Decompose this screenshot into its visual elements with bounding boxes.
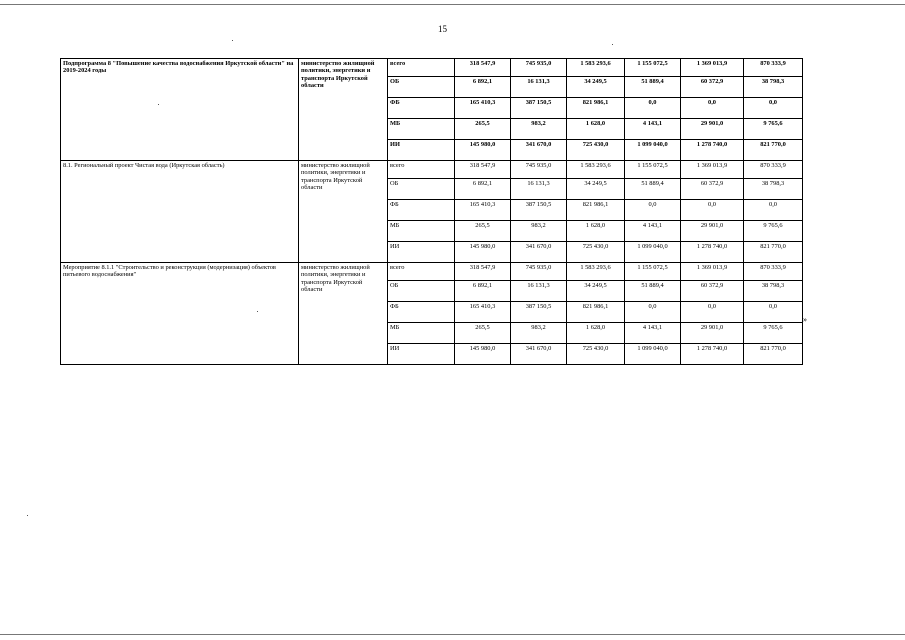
scan-speck: [257, 311, 258, 312]
amount-cell: 1 155 072,5: [625, 263, 681, 281]
amount-cell: 821 986,1: [567, 302, 625, 323]
funding-source: МБ: [388, 323, 455, 344]
amount-cell: 0,0: [625, 302, 681, 323]
amount-cell: 9 765,6: [744, 323, 803, 344]
funding-source: ОБ: [388, 281, 455, 302]
amount-cell: 145 980,0: [455, 242, 511, 263]
amount-cell: 38 798,3: [744, 179, 803, 200]
amount-cell: 38 798,3: [744, 281, 803, 302]
amount-cell: 1 278 740,0: [681, 242, 744, 263]
amount-cell: 1 099 040,0: [625, 140, 681, 161]
amount-cell: 745 935,0: [511, 59, 567, 77]
amount-cell: 29 901,0: [681, 119, 744, 140]
amount-cell: 821 770,0: [744, 344, 803, 365]
amount-cell: 0,0: [625, 98, 681, 119]
amount-cell: 341 670,0: [511, 344, 567, 365]
amount-cell: 0,0: [681, 200, 744, 221]
scan-line-top: [0, 4, 905, 5]
amount-cell: 1 628,0: [567, 119, 625, 140]
amount-cell: 6 892,1: [455, 281, 511, 302]
funding-source: ФБ: [388, 302, 455, 323]
amount-cell: 821 770,0: [744, 242, 803, 263]
amount-cell: 821 986,1: [567, 200, 625, 221]
amount-cell: 745 935,0: [511, 161, 567, 179]
funding-source: всего: [388, 59, 455, 77]
amount-cell: 387 150,5: [511, 302, 567, 323]
amount-cell: 1 155 072,5: [625, 161, 681, 179]
amount-cell: 1 583 293,6: [567, 263, 625, 281]
amount-cell: 51 889,4: [625, 179, 681, 200]
amount-cell: 145 980,0: [455, 140, 511, 161]
funding-source: ОБ: [388, 179, 455, 200]
amount-cell: 4 143,1: [625, 323, 681, 344]
section-title: 8.1. Региональный проект Чистая вода (Иркутская область): [61, 161, 299, 263]
amount-cell: 821 986,1: [567, 98, 625, 119]
amount-cell: 9 765,6: [744, 119, 803, 140]
scan-speck: [232, 40, 233, 41]
amount-cell: 165 410,3: [455, 98, 511, 119]
amount-cell: 265,5: [455, 119, 511, 140]
amount-cell: 165 410,3: [455, 200, 511, 221]
amount-cell: 870 333,9: [744, 161, 803, 179]
amount-cell: 0,0: [744, 302, 803, 323]
amount-cell: 983,2: [511, 119, 567, 140]
amount-cell: 1 278 740,0: [681, 140, 744, 161]
amount-cell: 983,2: [511, 221, 567, 242]
amount-cell: 870 333,9: [744, 263, 803, 281]
amount-cell: 6 892,1: [455, 179, 511, 200]
amount-cell: 34 249,5: [567, 281, 625, 302]
scan-speck: [27, 515, 28, 516]
amount-cell: 821 770,0: [744, 140, 803, 161]
funding-source: ИИ: [388, 344, 455, 365]
responsible-agency: министерство жилищной политики, энергетики и транспорта Иркутской области: [299, 161, 388, 263]
amount-cell: 725 430,0: [567, 140, 625, 161]
amount-cell: 387 150,5: [511, 200, 567, 221]
amount-cell: 1 628,0: [567, 221, 625, 242]
scan-speck: [158, 104, 159, 105]
amount-cell: 165 410,3: [455, 302, 511, 323]
amount-cell: 4 143,1: [625, 221, 681, 242]
table-row: [61, 161, 803, 179]
amount-cell: 145 980,0: [455, 344, 511, 365]
amount-cell: 1 155 072,5: [625, 59, 681, 77]
section-title: Мероприятие 8.1.1 "Строительство и реконструкция (модернизация) объектов питьевого водоснабжения": [61, 263, 299, 365]
section-title: Подпрограмма 8 "Повышение качества водоснабжения Иркутской области" на 2019-2024 годы: [61, 59, 299, 161]
amount-cell: 0,0: [744, 98, 803, 119]
amount-cell: 1 278 740,0: [681, 344, 744, 365]
funding-source: всего: [388, 161, 455, 179]
amount-cell: 6 892,1: [455, 77, 511, 98]
amount-cell: 1 628,0: [567, 323, 625, 344]
amount-cell: 34 249,5: [567, 179, 625, 200]
funding-source: ИИ: [388, 140, 455, 161]
funding-source: ФБ: [388, 200, 455, 221]
amount-cell: 0,0: [681, 98, 744, 119]
amount-cell: 34 249,5: [567, 77, 625, 98]
funding-source: ИИ: [388, 242, 455, 263]
funding-source: МБ: [388, 221, 455, 242]
amount-cell: 725 430,0: [567, 242, 625, 263]
amount-cell: 0,0: [744, 200, 803, 221]
amount-cell: 1 369 013,9: [681, 161, 744, 179]
edge-mark: »: [803, 315, 807, 324]
amount-cell: 29 901,0: [681, 323, 744, 344]
amount-cell: 16 131,3: [511, 77, 567, 98]
amount-cell: 60 372,9: [681, 77, 744, 98]
budget-table: [60, 58, 803, 365]
amount-cell: 1 099 040,0: [625, 242, 681, 263]
amount-cell: 1 583 293,6: [567, 161, 625, 179]
amount-cell: 725 430,0: [567, 344, 625, 365]
amount-cell: 16 131,3: [511, 281, 567, 302]
amount-cell: 265,5: [455, 221, 511, 242]
amount-cell: 38 798,3: [744, 77, 803, 98]
responsible-agency: министерство жилищной политики, энергетики и транспорта Иркутской области: [299, 263, 388, 365]
amount-cell: 318 547,9: [455, 59, 511, 77]
scan-line-bottom: [0, 634, 905, 635]
amount-cell: 29 901,0: [681, 221, 744, 242]
amount-cell: 870 333,9: [744, 59, 803, 77]
amount-cell: 16 131,3: [511, 179, 567, 200]
table-row: [61, 263, 803, 281]
amount-cell: 341 670,0: [511, 140, 567, 161]
amount-cell: 318 547,9: [455, 161, 511, 179]
amount-cell: 1 369 013,9: [681, 263, 744, 281]
page-number: 15: [438, 24, 447, 34]
amount-cell: 318 547,9: [455, 263, 511, 281]
funding-source: МБ: [388, 119, 455, 140]
amount-cell: 0,0: [681, 302, 744, 323]
amount-cell: 265,5: [455, 323, 511, 344]
funding-source: всего: [388, 263, 455, 281]
amount-cell: 0,0: [625, 200, 681, 221]
amount-cell: 9 765,6: [744, 221, 803, 242]
funding-source: ФБ: [388, 98, 455, 119]
amount-cell: 387 150,5: [511, 98, 567, 119]
responsible-agency: министерство жилищной политики, энергетики и транспорта Иркутской области: [299, 59, 388, 161]
amount-cell: 1 583 293,6: [567, 59, 625, 77]
amount-cell: 983,2: [511, 323, 567, 344]
amount-cell: 60 372,9: [681, 179, 744, 200]
amount-cell: 745 935,0: [511, 263, 567, 281]
scan-speck: [612, 44, 613, 45]
amount-cell: 51 889,4: [625, 77, 681, 98]
amount-cell: 4 143,1: [625, 119, 681, 140]
amount-cell: 51 889,4: [625, 281, 681, 302]
amount-cell: 1 369 013,9: [681, 59, 744, 77]
funding-source: ОБ: [388, 77, 455, 98]
amount-cell: 341 670,0: [511, 242, 567, 263]
amount-cell: 60 372,9: [681, 281, 744, 302]
amount-cell: 1 099 040,0: [625, 344, 681, 365]
table-row: [61, 59, 803, 77]
